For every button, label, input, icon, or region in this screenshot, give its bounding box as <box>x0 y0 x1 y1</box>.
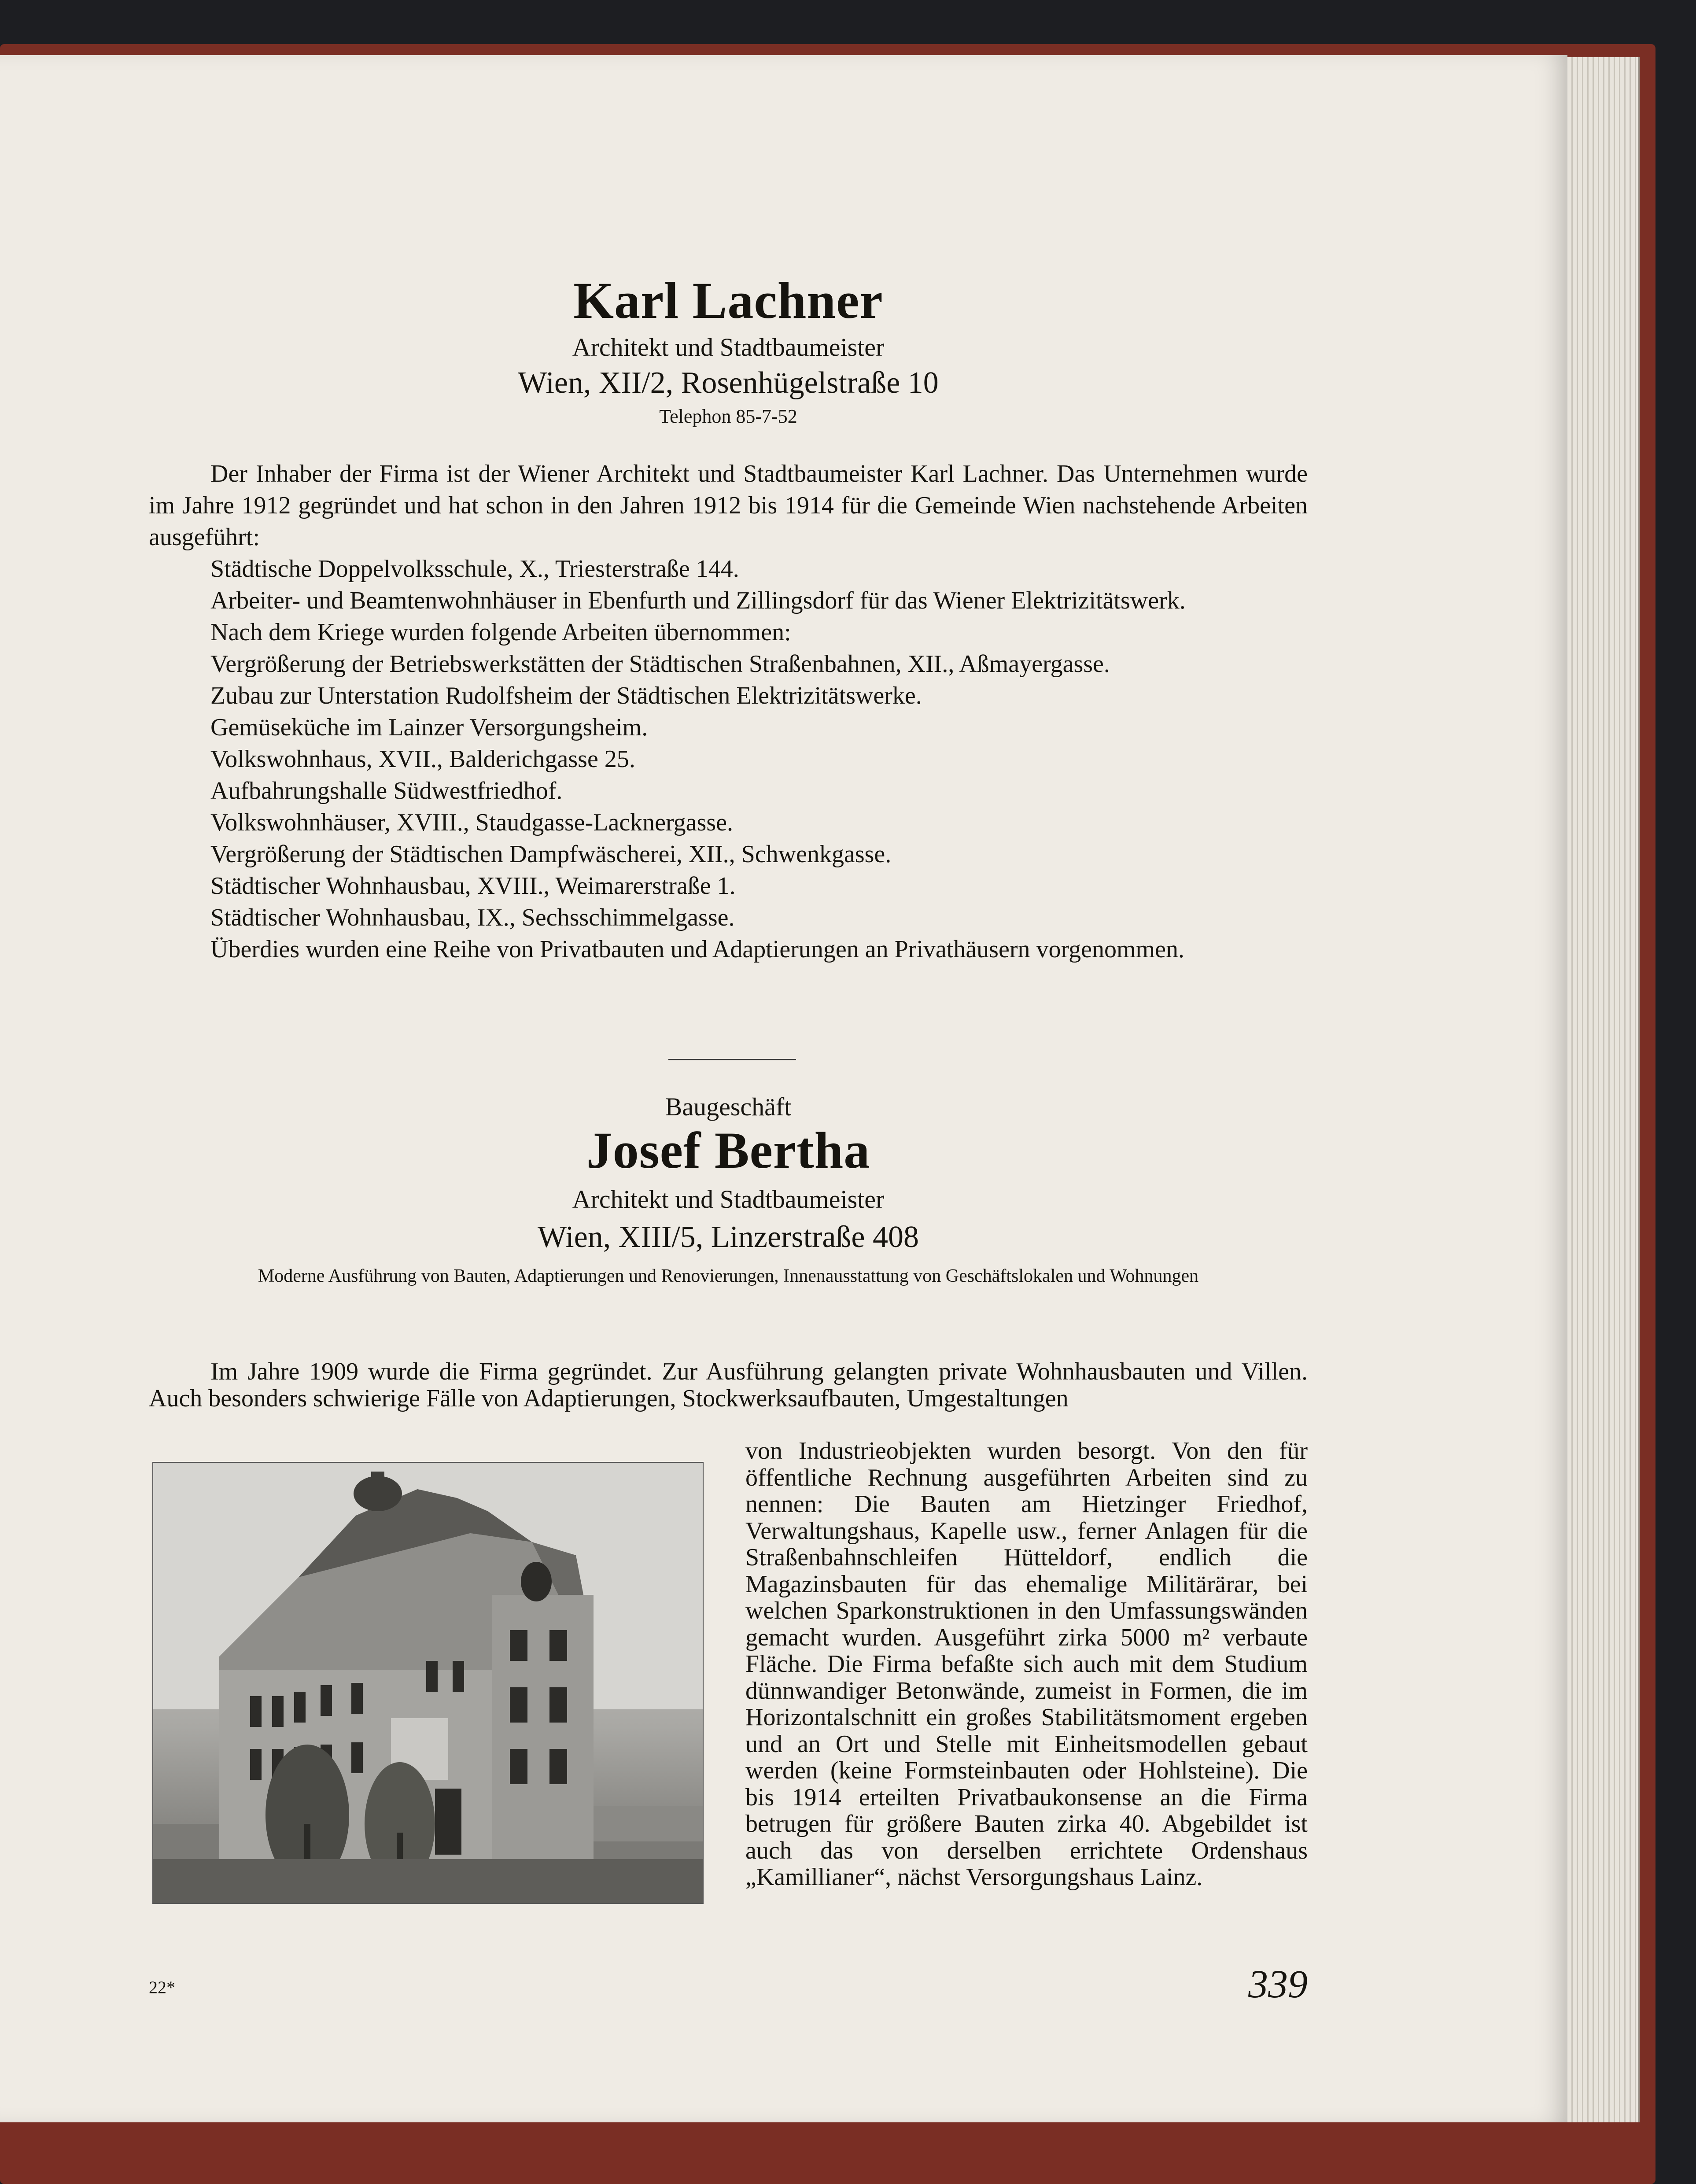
prewar-item: Arbeiter- und Beamtenwohnhäuser in Ebenfurth und Zillingsdorf für das Wiener Elektrizitätswerk. <box>210 587 1186 614</box>
page-number: 339 <box>1248 1963 1308 2006</box>
closing-paragraph: Überdies wurden eine Reihe von Privatbauten und Adaptierungen an Privathäusern vorgenommen. <box>210 936 1184 963</box>
postwar-item: Aufbahrungshalle Südwestfriedhof. <box>210 777 563 804</box>
book-page <box>0 55 1567 2122</box>
body-lachner <box>149 458 1308 965</box>
postwar-item: Volkswohnhäuser, XVIII., Staudgasse-Lacknergasse. <box>210 809 733 836</box>
profession-lachner: Architekt und Stadtbaumeister <box>572 333 885 362</box>
postwar-item: Volkswohnhaus, XVII., Balderichgasse 25. <box>210 745 635 773</box>
signature-mark: 22* <box>149 1977 175 1997</box>
ordenshaus-illustration <box>153 1463 703 1903</box>
postwar-item: Gemüseküche im Lainzer Versorgungsheim. <box>210 714 648 741</box>
bertha-text-top: Im Jahre 1909 wurde die Firma gegründet. Zur Ausführung gelangten private Wohnhausbauten und Villen. Auch besonders schwierige Fälle von Adaptierungen, Stockwerksaufbauten, Umgestaltungen <box>149 1358 1308 1412</box>
postwar-item: Vergrößerung der Betriebswerkstätten der Städtischen Straßenbahnen, XII., Aßmayergasse. <box>210 650 1110 678</box>
services-bertha: Moderne Ausführung von Bauten, Adaptierungen und Renovierungen, Innenausstattung von Geschäftslokalen und Wohnungen <box>258 1266 1199 1286</box>
address-bertha: Wien, XIII/5, Linzerstraße 408 <box>537 1220 919 1254</box>
postwar-item: Vergrößerung der Städtischen Dampfwäscherei, XII., Schwenkgasse. <box>210 841 892 868</box>
address-lachner: Wien, XII/2, Rosenhügelstraße 10 <box>518 366 939 400</box>
prewar-item: Städtische Doppelvolksschule, X., Triesterstraße 144. <box>210 555 739 583</box>
intro-paragraph: Der Inhaber der Firma ist der Wiener Architekt und Stadtbaumeister Karl Lachner. Das Unternehmen wurde im Jahre 1912 gegründet und hat schon in den Jahren 1912 bis 1914 für die Gemeinde Wien nachstehende Arbeiten ausgeführt: <box>149 460 1308 551</box>
company-name-lachner: Karl Lachner <box>573 272 883 329</box>
profession-bertha: Architekt und Stadtbaumeister <box>572 1185 885 1214</box>
postwar-intro: Nach dem Kriege wurden folgende Arbeiten übernommen: <box>210 619 791 646</box>
section-divider <box>668 1059 796 1060</box>
kicker-bertha: Baugeschäft <box>665 1092 792 1121</box>
postwar-item: Zubau zur Unterstation Rudolfsheim der Städtischen Elektrizitätswerke. <box>210 682 922 709</box>
postwar-item: Städtischer Wohnhausbau, IX., Sechsschimmelgasse. <box>210 904 735 931</box>
bertha-text-side: von Industrieobjekten wurden besorgt. Von den für öffentliche Rechnung ausgeführten Arbeiten sind zu nennen: Die Bauten am Hietzinger Friedhof, Verwaltungshaus, Kapelle usw., ferner Anlagen für die Straßenbahnschleifen Hütteldorf, endlich die Magazinsbauten für das ehemalige Militärärar, bei welchen Sparkonstruktionen in den Umfassungswänden gemacht wurden. Ausgeführt zirka 5000 m² verbaute Fläche. Die Firma befaßte sich auch mit dem Studium dünnwandiger Betonwände, zumeist in Formen, die im Horizontalschnitt ein großes Stabilitätsmoment ergeben und an Ort und Stelle mit Einheitsmodellen gebaut werden (keine Formsteinbauten oder Hohlsteine). Die bis 1914 erteilten Privatbaukonsense an die Firma betrugen für größere Bauten zirka 40. Abgebildet ist auch das von derselben errichtete Ordenshaus „Kamillianer“, nächst Versorgungshaus Lainz. <box>745 1437 1308 1891</box>
company-name-bertha: Josef Bertha <box>586 1122 870 1179</box>
postwar-item: Städtischer Wohnhausbau, XVIII., Weimarerstraße 1. <box>210 872 736 900</box>
phone-lachner: Telephon 85-7-52 <box>659 406 797 427</box>
building-photo <box>152 1462 704 1904</box>
